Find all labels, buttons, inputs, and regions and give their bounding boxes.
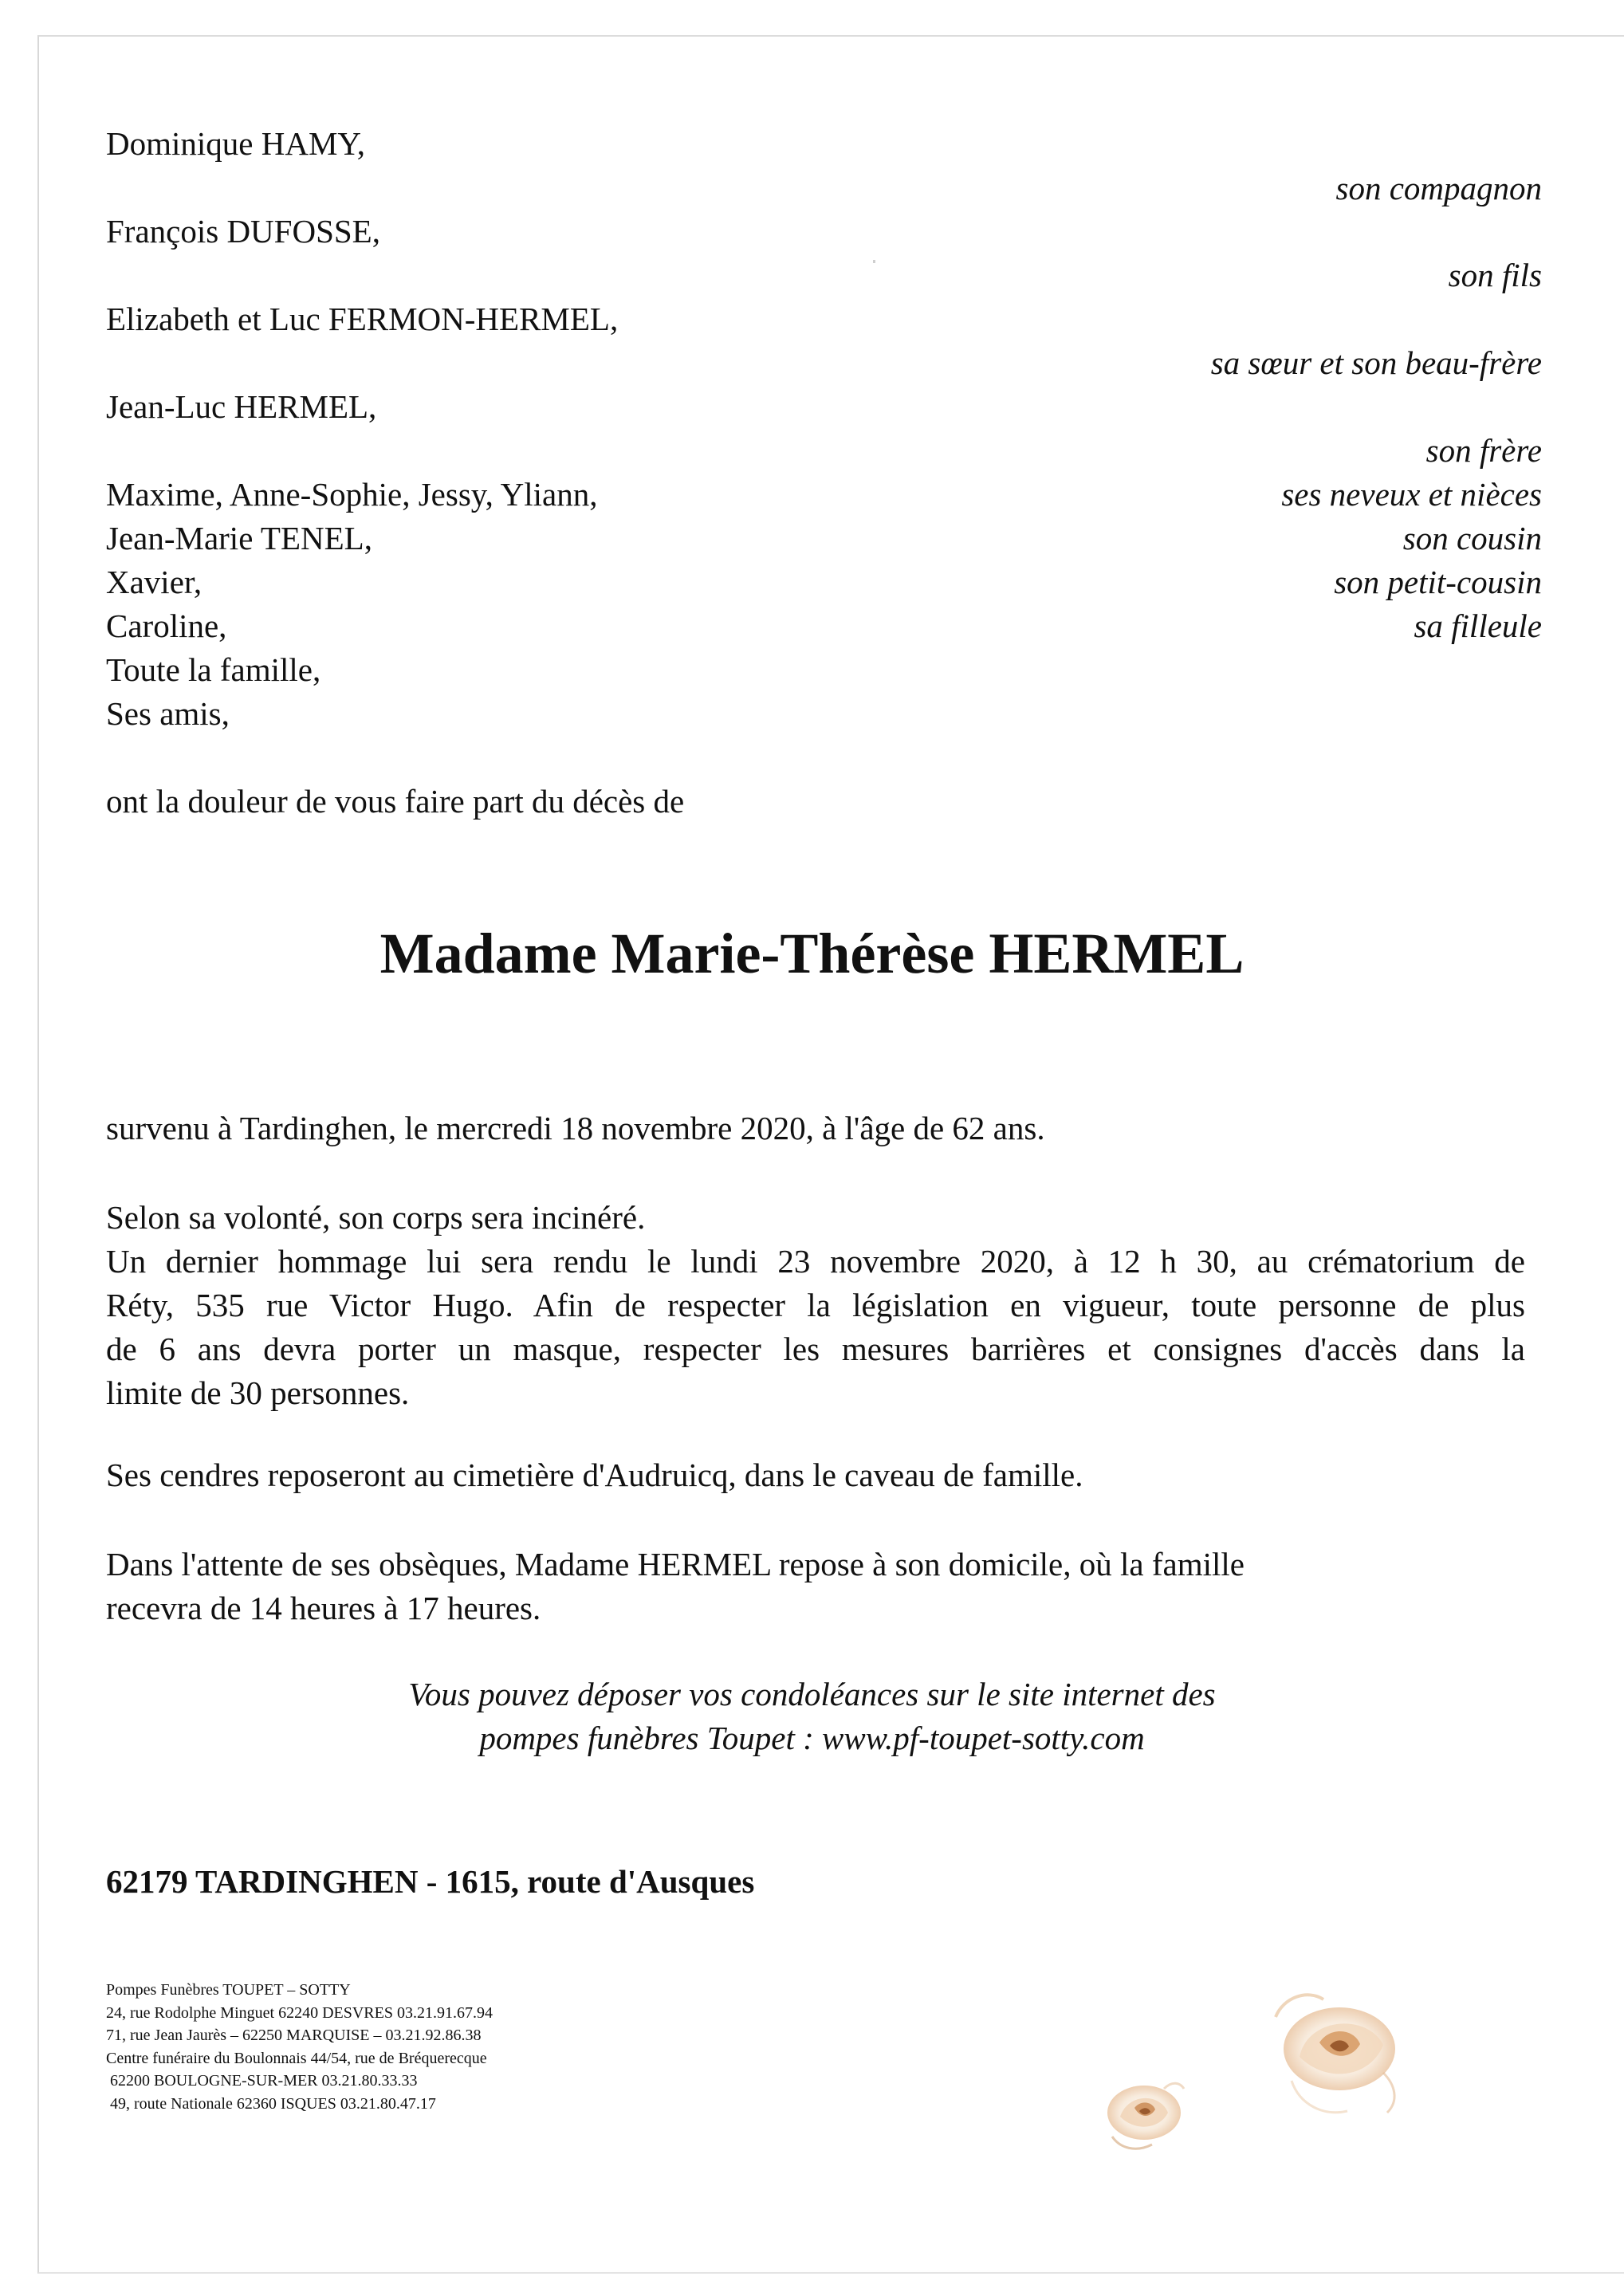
repose-line-2: recevra de 14 heures à 17 heures. xyxy=(106,1590,541,1626)
repose-paragraph xyxy=(106,1543,1245,1630)
group-name-2: Jean-Marie TENEL, xyxy=(106,520,372,556)
ceremony-line-5: limite de 30 personnes. xyxy=(106,1374,410,1411)
family-name-2: François DUFOSSE, xyxy=(106,213,380,250)
scan-speck xyxy=(873,260,875,263)
flower-right-icon xyxy=(1276,1995,1395,2113)
group-relation-2: son cousin xyxy=(1402,520,1542,556)
family-relation-2: son fils xyxy=(1448,257,1542,293)
group-name-3: Xavier, xyxy=(106,564,203,600)
group-relation-4: sa filleule xyxy=(1414,607,1542,644)
family-relation-3: sa sœur et son beau-frère xyxy=(1210,344,1542,381)
condolences-line-1: Vous pouvez déposer vos condoléances sur le site internet des xyxy=(408,1676,1216,1712)
funeral-home-line-6: 49, route Nationale 62360 ISQUES 03.21.80.47.17 xyxy=(106,2094,436,2113)
ceremony-line-3: Réty, 535 rue Victor Hugo. Afin de respecter la législation en vigueur, toute personne de plus xyxy=(106,1287,1525,1323)
home-address: 62179 TARDINGHEN - 1615, route d'Ausques xyxy=(106,1863,755,1900)
ceremony-line-4: de 6 ans devra porter un masque, respecter les mesures barrières et consignes d'accès dans la xyxy=(106,1331,1525,1367)
family-name-3: Elizabeth et Luc FERMON-HERMEL, xyxy=(106,301,619,337)
ceremony-line-2: Un dernier hommage lui sera rendu le lundi 23 novembre 2020, à 12 h 30, au crématorium de xyxy=(106,1243,1525,1280)
funeral-home-line-4: Centre funéraire du Boulonnais 44/54, rue de Bréquerecque xyxy=(106,2049,487,2067)
funeral-home-line-2: 24, rue Rodolphe Minguet 62240 DESVRES 03.21.91.67.94 xyxy=(106,2003,493,2022)
repose-line-1: Dans l'attente de ses obsèques, Madame HERMEL repose à son domicile, où la famille xyxy=(106,1546,1245,1582)
flowers-decoration-icon xyxy=(1068,1977,1451,2184)
group-name-5: Toute la famille, xyxy=(106,651,321,688)
family-name-4: Jean-Luc HERMEL, xyxy=(106,388,377,425)
group-name-6: Ses amis, xyxy=(106,695,230,732)
funeral-home-line-5: 62200 BOULOGNE-SUR-MER 03.21.80.33.33 xyxy=(106,2072,418,2090)
funeral-home-block xyxy=(106,1979,493,2115)
family-relation-1: son compagnon xyxy=(1335,170,1542,206)
group-relation-1: ses neveux et nièces xyxy=(1281,476,1542,513)
flower-left-icon xyxy=(1107,2083,1184,2149)
funeral-home-line-3: 71, rue Jean Jaurès – 62250 MARQUISE – 03.21.92.86.38 xyxy=(106,2027,482,2044)
condolences-line-2: pompes funèbres Toupet : www.pf-toupet-sotty.com xyxy=(479,1720,1145,1756)
group-relation-3: son petit-cousin xyxy=(1334,564,1542,600)
funeral-home-line-1: Pompes Funèbres TOUPET – SOTTY xyxy=(106,1981,351,1999)
group-name-1: Maxime, Anne-Sophie, Jessy, Yliann, xyxy=(106,476,598,513)
death-details: survenu à Tardinghen, le mercredi 18 novembre 2020, à l'âge de 62 ans. xyxy=(106,1110,1045,1146)
deceased-name: Madame Marie-Thérèse HERMEL xyxy=(379,922,1245,985)
group-name-4: Caroline, xyxy=(106,607,227,644)
family-relation-4: son frère xyxy=(1425,432,1542,469)
ceremony-paragraph xyxy=(106,1196,1525,1415)
family-name-1: Dominique HAMY, xyxy=(106,125,365,162)
ashes-text: Ses cendres reposeront au cimetière d'Audruicq, dans le caveau de famille. xyxy=(106,1457,1083,1493)
announcement-intro: ont la douleur de vous faire part du décès de xyxy=(106,783,685,820)
ceremony-line-1: Selon sa volonté, son corps sera incinéré. xyxy=(106,1199,646,1236)
